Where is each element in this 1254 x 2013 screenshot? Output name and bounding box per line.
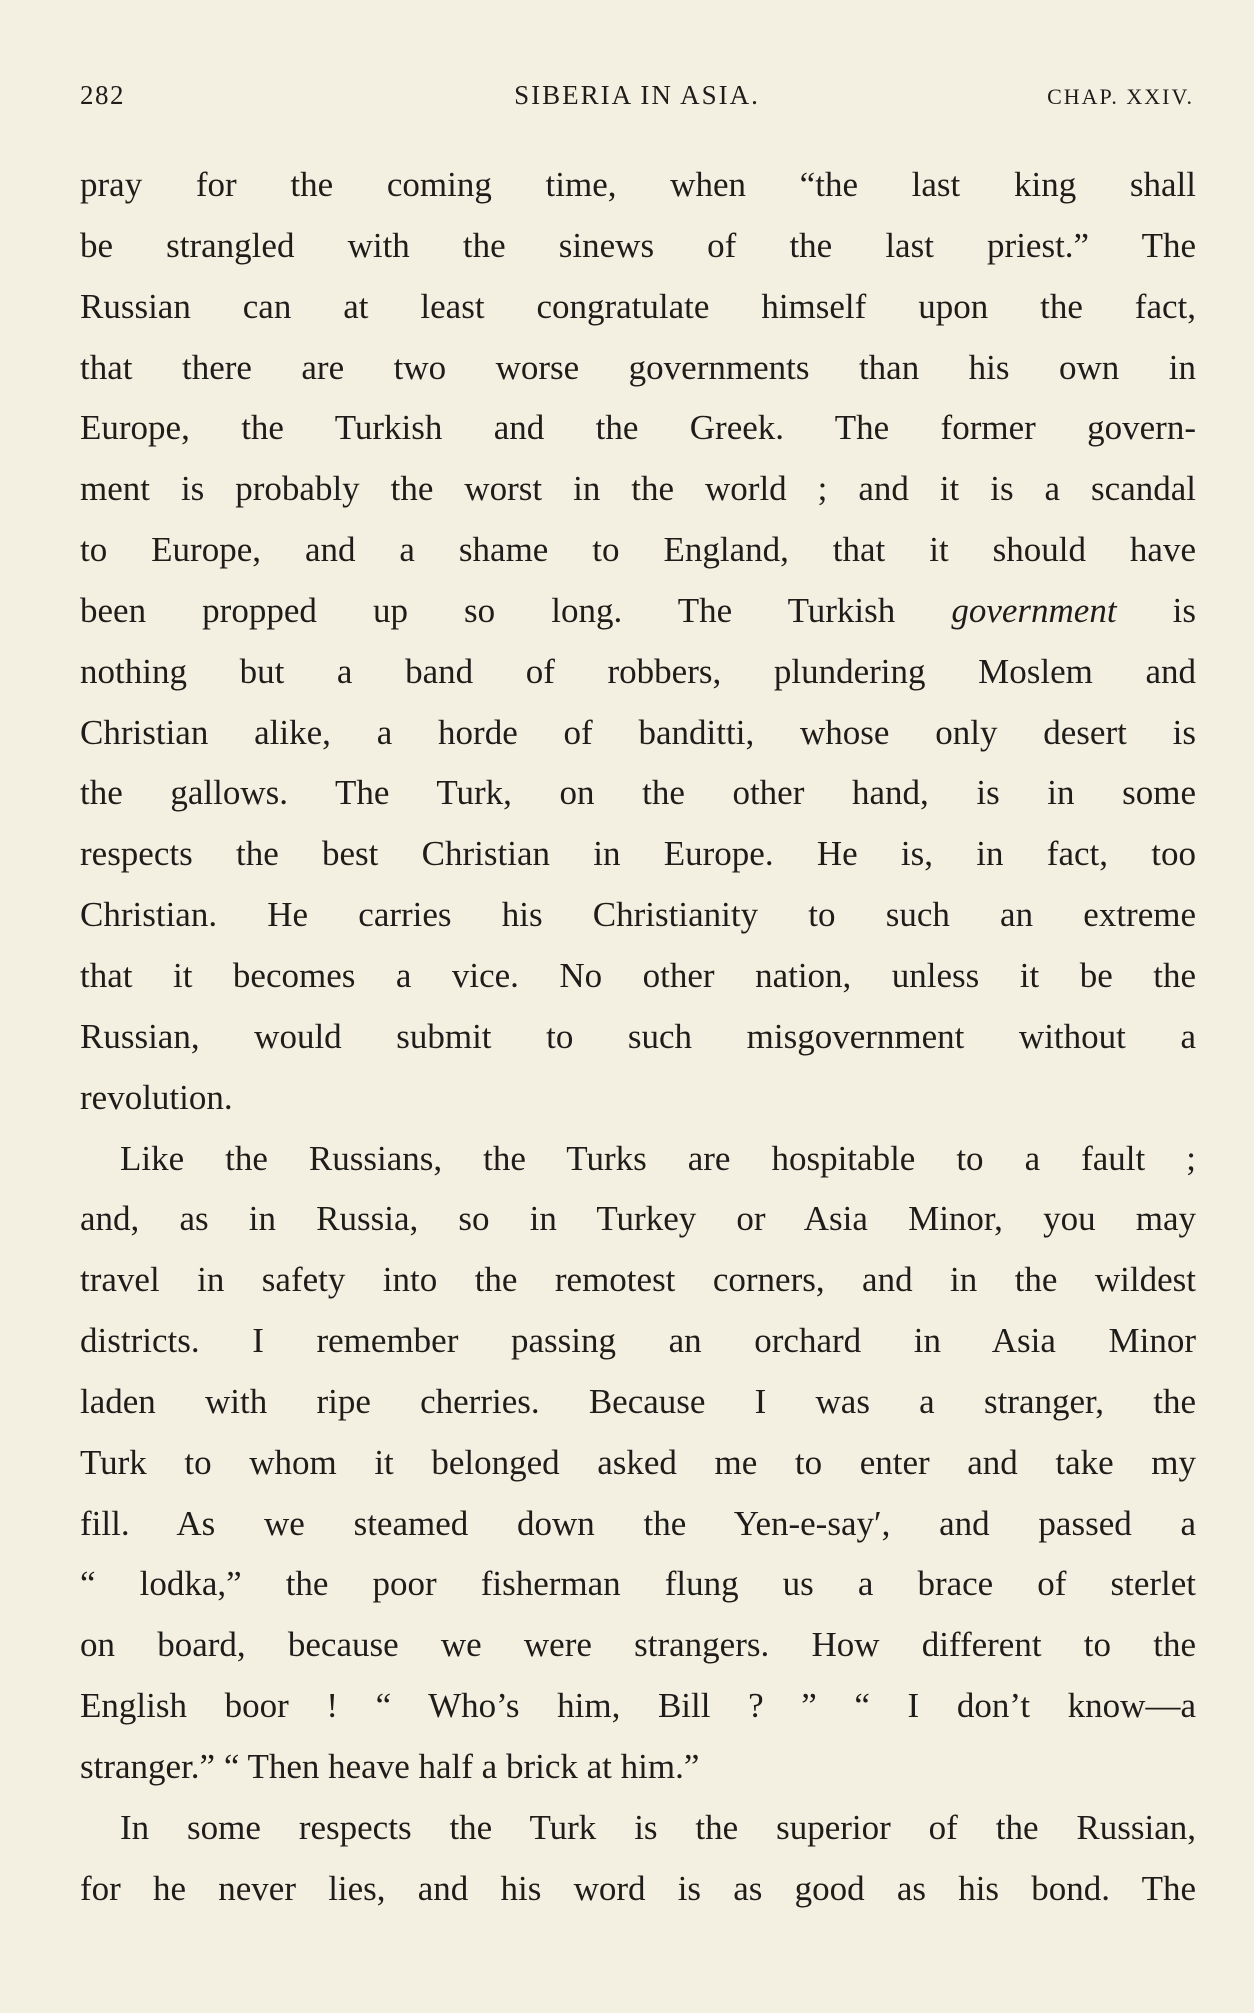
running-head	[80, 80, 1194, 114]
text-line: laden with ripe cherries. Because I was a stranger, the	[80, 1381, 1196, 1421]
text-line: Turk to whom it belonged asked me to enter and take my	[80, 1442, 1196, 1482]
book-title: SIBERIA IN ASIA.	[514, 80, 760, 110]
text-line: Like the Russians, the Turks are hospitable to a fault ;	[120, 1138, 1196, 1178]
text-line: Russian, would submit to such misgovernment without a	[80, 1016, 1196, 1056]
text-line: Christian alike, a horde of banditti, whose only desert is	[80, 712, 1196, 752]
text-line: on board, because we were strangers. How different to the	[80, 1625, 1196, 1665]
text-line: the gallows. The Turk, on the other hand, is in some	[80, 773, 1196, 813]
text-line: Christian. He carries his Christianity to such an extreme	[80, 895, 1196, 935]
text-segment: is	[1116, 590, 1196, 630]
text-line: pray for the coming time, when “the last king shall	[80, 165, 1196, 204]
text-line: that it becomes a vice. No other nation, unless it be the	[80, 955, 1196, 995]
text-line: fill. As we steamed down the Yen-e-say′, and passed a	[80, 1503, 1196, 1543]
text-line: to Europe, and a shame to England, that it should have	[80, 530, 1196, 570]
text-line: ment is probably the worst in the world ; and it is a scandal	[80, 469, 1196, 509]
text-line: districts. I remember passing an orchard in Asia Minor	[80, 1321, 1196, 1361]
text-line: English boor ! “ Who’s him, Bill ? ” “ I don’t know—a	[80, 1686, 1196, 1726]
text-line: Europe, the Turkish and the Greek. The former govern-	[80, 408, 1196, 448]
italic-word: government	[951, 590, 1117, 630]
text-line: travel in safety into the remotest corners, and in the wildest	[80, 1260, 1196, 1300]
page-number: 282	[80, 80, 125, 110]
text-line: respects the best Christian in Europe. He is, in fact, too	[80, 834, 1196, 874]
text-line: “ lodka,” the poor fisherman flung us a brace of sterlet	[80, 1564, 1196, 1604]
text-line	[80, 581, 1196, 642]
text-line: nothing but a band of robbers, plundering Moslem and	[80, 651, 1196, 691]
text-line: be strangled with the sinews of the last priest.” The	[80, 225, 1196, 265]
text-segment: been propped up so long. The Turkish	[80, 590, 952, 630]
text-line: for he never lies, and his word is as good as his bond. The	[80, 1868, 1196, 1908]
chapter-label: CHAP. XXIV.	[1047, 84, 1194, 109]
text-line: and, as in Russia, so in Turkey or Asia Minor, you may	[80, 1199, 1196, 1239]
text-line: In some respects the Turk is the superior of the Russian,	[120, 1807, 1196, 1847]
body-text	[80, 155, 1196, 1919]
text-line: revolution.	[80, 1077, 233, 1117]
text-line: Russian can at least congratulate himself upon the fact,	[80, 286, 1196, 326]
text-line: that there are two worse governments than his own in	[80, 347, 1196, 387]
text-line: stranger.” “ Then heave half a brick at him.”	[80, 1746, 700, 1786]
